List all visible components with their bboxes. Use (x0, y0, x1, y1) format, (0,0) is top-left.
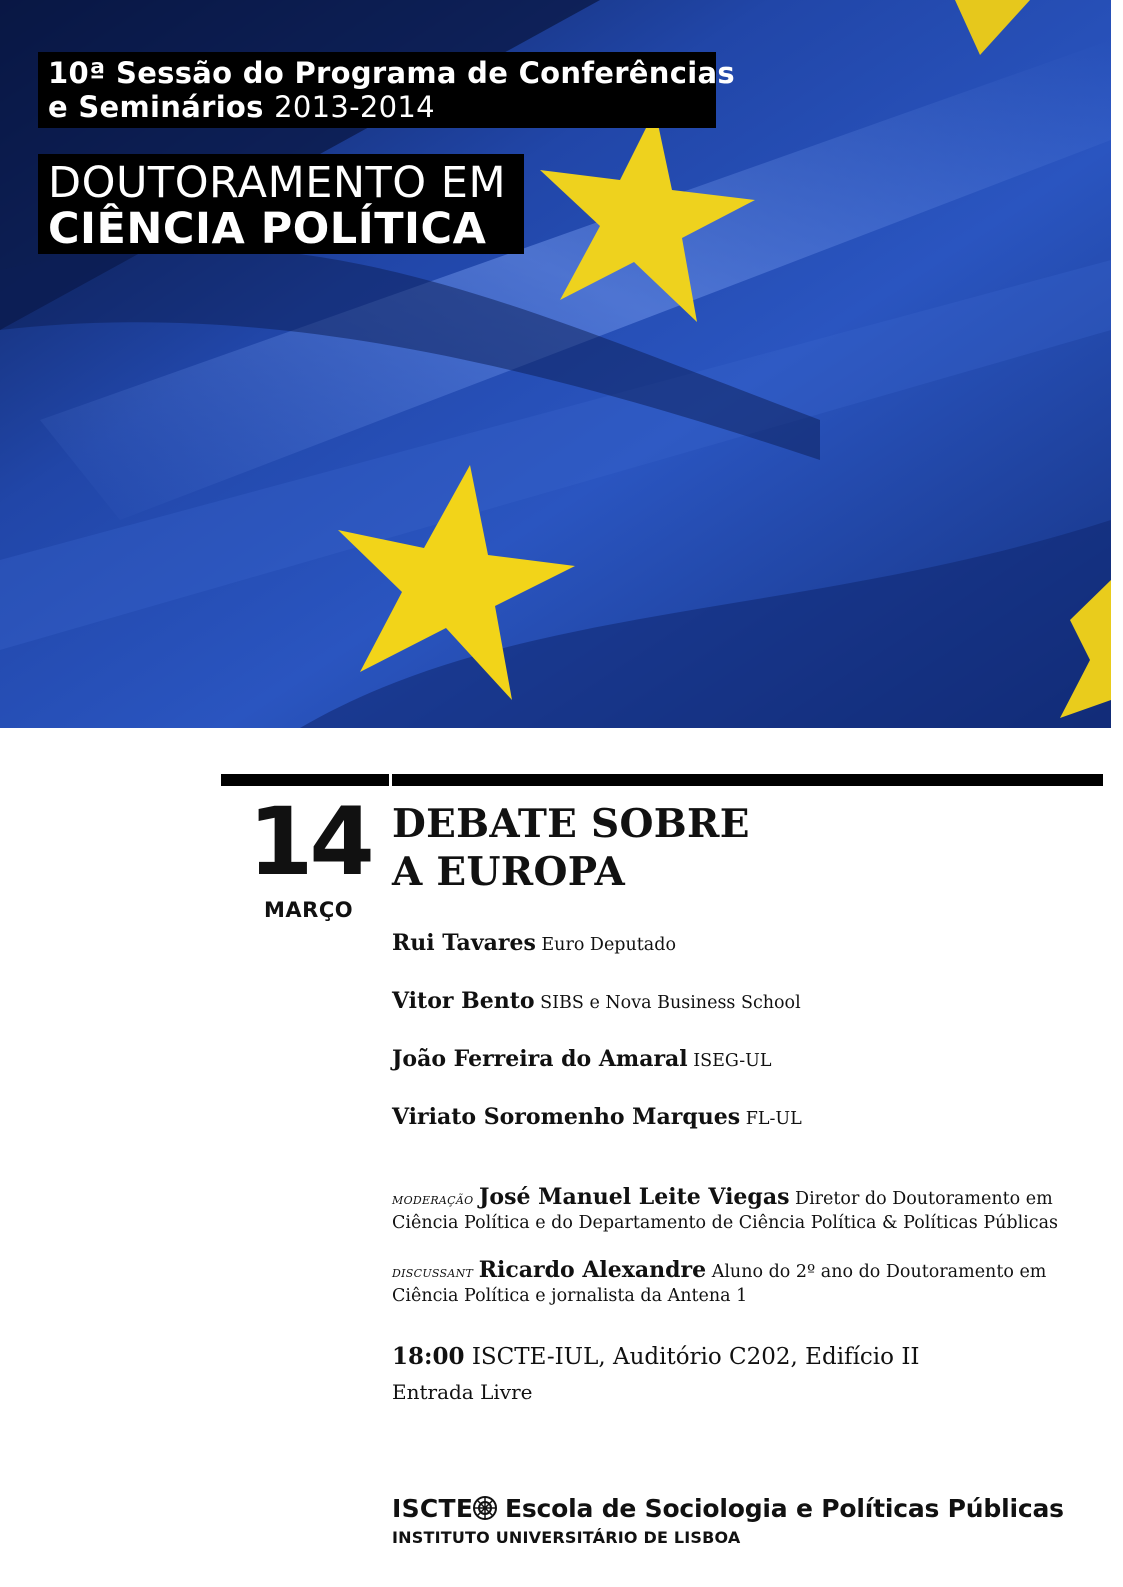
speaker-name: Vitor Bento (392, 988, 535, 1014)
section-divider (221, 774, 1103, 786)
institution-logo (392, 1494, 1092, 1556)
program-header (38, 154, 524, 254)
speaker-item (392, 1104, 802, 1130)
logo-brand: ISCTE (392, 1494, 474, 1523)
speaker-affiliation: FL-UL (745, 1109, 802, 1129)
discussant-desc-2: Ciência Política e jornalista da Antena 1 (392, 1286, 748, 1306)
moderator-name: José Manuel Leite Viegas (479, 1184, 790, 1210)
speaker-affiliation: ISEG-UL (693, 1051, 772, 1071)
event-title-line-1: DEBATE SOBRE (392, 801, 750, 847)
event-title-line-2: A EUROPA (392, 849, 626, 895)
series-line-1: 10ª Sessão do Programa de Conferências (48, 56, 735, 90)
series-header (38, 52, 735, 128)
event-place: ISCTE-IUL, Auditório C202, Edifício II (471, 1344, 920, 1370)
discussant-name: Ricardo Alexandre (478, 1257, 707, 1283)
series-years: 2013-2014 (274, 90, 435, 124)
discussant-desc-1: Aluno do 2º ano do Doutoramento em (711, 1262, 1047, 1282)
entry-info: Entrada Livre (392, 1380, 533, 1404)
speaker-name: Viriato Soromenho Marques (392, 1104, 741, 1130)
event-time-place (392, 1343, 920, 1370)
discussant-block (392, 1259, 1082, 1307)
logo-institute: INSTITUTO UNIVERSITÁRIO DE LISBOA (392, 1528, 741, 1547)
speaker-item (392, 930, 676, 956)
event-time: 18:00 (392, 1343, 465, 1370)
series-label: e Seminários (48, 90, 264, 124)
divider-gap (389, 774, 392, 786)
event-title (392, 800, 750, 896)
discussant-tag: DISCUSSANT (392, 1267, 474, 1280)
event-day: 14 (248, 788, 371, 897)
program-line-1: DOUTORAMENTO EM (48, 158, 507, 208)
moderator-desc-1: Diretor do Doutoramento em (795, 1189, 1053, 1209)
moderation-tag: MODERAÇÃO (392, 1194, 474, 1207)
series-line-2 (48, 90, 435, 124)
speaker-name: João Ferreira do Amaral (392, 1046, 688, 1072)
iscte-emblem-icon (472, 1495, 498, 1521)
logo-school: Escola de Sociologia e Políticas Públicas (505, 1494, 1064, 1523)
program-line-2: CIÊNCIA POLÍTICA (48, 204, 487, 254)
event-month: MARÇO (264, 898, 354, 922)
speaker-affiliation: Euro Deputado (541, 935, 676, 955)
speaker-name: Rui Tavares (392, 930, 536, 956)
speaker-item (392, 988, 801, 1014)
speaker-affiliation: SIBS e Nova Business School (540, 993, 801, 1013)
moderation-block (392, 1186, 1082, 1234)
moderator-desc-2: Ciência Política e do Departamento de Ciência Política & Políticas Públicas (392, 1213, 1059, 1233)
speaker-item (392, 1046, 772, 1072)
